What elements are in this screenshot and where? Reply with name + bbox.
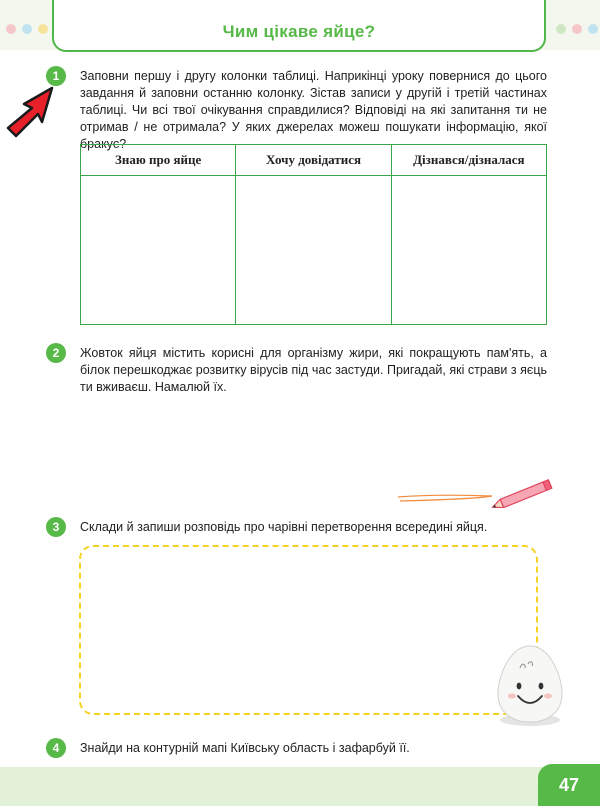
table-cell-know[interactable] <box>81 176 236 325</box>
task-4-text: Знайди на контурній мапі Київську область і зафарбуй її. <box>80 741 410 755</box>
task-1-text: Заповни першу і другу колонки таблиці. Наприкінці уроку повернися до цього завдання й заповни останню колонку. Зістав записи у другій і третій частинах таблиці. Чи всі твої очікування справдилися? Відповіді на які запитання ти не отримав / не отримала? У яких джерелах можеш пошукати інформацію, якої бракує? <box>80 69 547 151</box>
task-2-number: 2 <box>46 343 66 363</box>
story-writing-area[interactable] <box>79 545 538 715</box>
task-3-number: 3 <box>46 517 66 537</box>
page-number: 47 <box>538 764 600 806</box>
table-cell-want[interactable] <box>236 176 391 325</box>
decor-dot <box>22 24 32 34</box>
task-4-number: 4 <box>46 738 66 758</box>
decor-dot <box>556 24 566 34</box>
table-header-learned: Дізнався/дізналася <box>391 145 546 176</box>
title-card <box>52 0 546 52</box>
task-1-number: 1 <box>46 66 66 86</box>
decor-dot <box>588 24 598 34</box>
pencil-icon <box>396 478 558 508</box>
table-cell-learned[interactable] <box>391 176 546 325</box>
decor-dot <box>572 24 582 34</box>
red-arrow-icon <box>2 84 58 140</box>
table-header-row <box>81 145 547 176</box>
footer-band <box>0 767 600 806</box>
task-2-text: Жовток яйця містить корисні для організму жири, які покращують пам'ять, а білок перешкоджає розвитку вірусів під час застуди. Пригадай, які страви з яєць ти вживаєш. Намалюй їх. <box>80 346 547 394</box>
table-row <box>81 176 547 325</box>
table-header-know: Знаю про яйце <box>81 145 236 176</box>
kwl-table <box>80 144 547 325</box>
page-title: Чим цікаве яйце? <box>222 22 376 41</box>
decor-dot <box>6 24 16 34</box>
decor-dot <box>38 24 48 34</box>
smiling-egg-icon <box>492 640 568 730</box>
task-3-text: Склади й запиши розповідь про чарівні перетворення всередині яйця. <box>80 520 488 534</box>
table-header-want: Хочу довідатися <box>236 145 391 176</box>
